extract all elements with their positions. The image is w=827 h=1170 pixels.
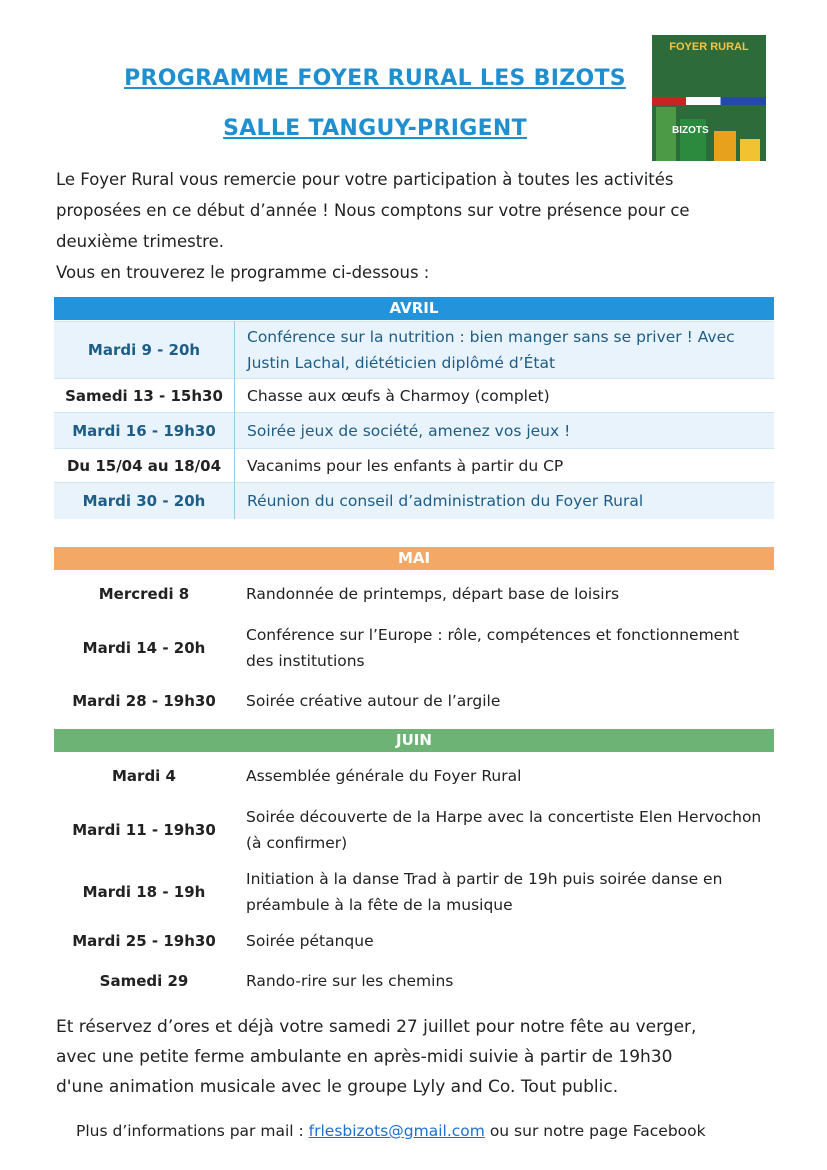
intro-paragraph: Le Foyer Rural vous remercie pour votre participation à toutes les activités proposées en ce début d’année ! Nous comptons sur votre présence pour ce deuxième trimestre. Vous en trouverez le programme ci-dessous : — [56, 170, 690, 282]
schedule-table-avril — [54, 321, 774, 519]
event-description: Conférence sur la nutrition : bien manger sans se priver ! Avec Justin Lachal, diététicien diplômé d’État — [235, 322, 775, 379]
logo-text-top: FOYER RURAL — [669, 41, 749, 53]
event-description: Soirée créative autour de l’argile — [246, 692, 501, 710]
event-description: Randonnée de printemps, départ base de loisirs — [246, 585, 620, 603]
table-row — [54, 413, 774, 449]
event-description: Chasse aux œufs à Charmoy (complet) — [235, 379, 775, 413]
event-date: Mardi 11 - 19h30 — [72, 821, 216, 839]
schedule-table-mai — [54, 571, 774, 723]
event-description: Assemblée générale du Foyer Rural — [246, 767, 522, 785]
table-row — [54, 959, 774, 1003]
logo-flag — [652, 97, 766, 105]
table-row — [54, 379, 774, 413]
event-date: Du 15/04 au 18/04 — [54, 449, 235, 483]
event-date: Mardi 25 - 19h30 — [72, 932, 216, 950]
event-description: Soirée pétanque — [246, 932, 374, 950]
logo-text-bottom: BIZOTS — [672, 125, 709, 136]
page-subtitle: SALLE TANGUY-PRIGENT — [223, 116, 527, 141]
foyer-rural-logo — [652, 35, 766, 161]
table-row — [54, 449, 774, 483]
event-date: Mardi 30 - 20h — [54, 483, 235, 519]
table-row — [54, 679, 774, 723]
table-row — [54, 483, 774, 519]
event-description: Initiation à la danse Trad à partir de 19h puis soirée danse en préambule à la fête de la musique — [246, 870, 723, 914]
event-date: Mardi 14 - 20h — [82, 639, 206, 657]
event-date: Mardi 9 - 20h — [54, 322, 235, 379]
page-title: PROGRAMME FOYER RURAL LES BIZOTS — [124, 66, 626, 91]
contact-footer — [76, 1122, 776, 1140]
month-header-mai: MAI — [54, 547, 774, 570]
table-row — [54, 799, 774, 861]
table-row — [54, 753, 774, 799]
event-date: Samedi 29 — [99, 972, 189, 990]
footer-suffix: ou sur notre page Facebook — [484, 1122, 706, 1140]
email-link[interactable]: frlesbizots@gmail.com — [308, 1122, 485, 1140]
event-date: Mardi 4 — [112, 767, 176, 785]
closing-paragraph: Et réservez d’ores et déjà votre samedi 27 juillet pour notre fête au verger, avec une petite ferme ambulante en après-midi suivie à partir de 19h30 d'une animation musicale avec le groupe Lyly and Co. Tout public. — [56, 1017, 697, 1097]
event-description: Réunion du conseil d’administration du Foyer Rural — [235, 483, 775, 519]
table-row — [54, 617, 774, 679]
table-row — [54, 923, 774, 959]
event-description: Soirée découverte de la Harpe avec la concertiste Elen Hervochon (à confirmer) — [246, 808, 762, 852]
event-description: Conférence sur l’Europe : rôle, compétences et fonctionnement des institutions — [246, 626, 740, 670]
month-header-avril: AVRIL — [54, 297, 774, 320]
table-row — [54, 322, 774, 379]
event-description: Rando-rire sur les chemins — [246, 972, 454, 990]
table-row — [54, 571, 774, 617]
footer-prefix: Plus d’informations par mail : — [76, 1122, 309, 1140]
table-row — [54, 861, 774, 923]
event-date: Mardi 28 - 19h30 — [72, 692, 216, 710]
event-description: Soirée jeux de société, amenez vos jeux ! — [235, 413, 775, 449]
month-header-juin: JUIN — [54, 729, 774, 752]
event-date: Mardi 16 - 19h30 — [54, 413, 235, 449]
schedule-table-juin — [54, 753, 774, 1003]
event-date: Mardi 18 - 19h — [82, 883, 206, 901]
event-description: Vacanims pour les enfants à partir du CP — [235, 449, 775, 483]
event-date: Mercredi 8 — [98, 585, 190, 603]
event-date: Samedi 13 - 15h30 — [54, 379, 235, 413]
